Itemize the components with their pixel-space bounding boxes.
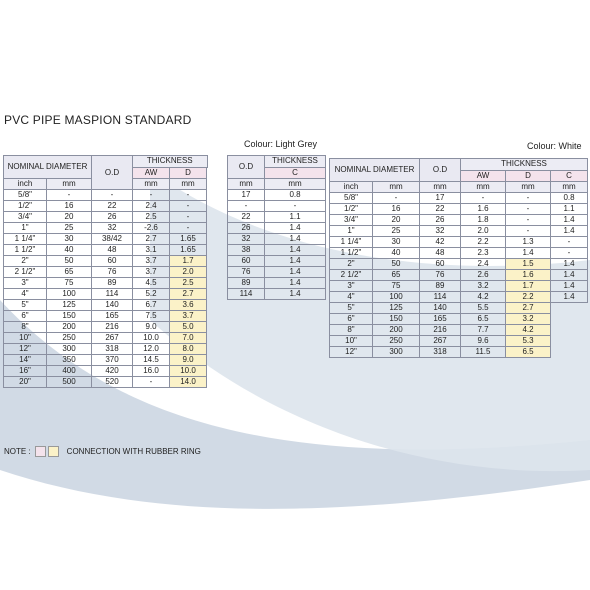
table-cell: 216 [92,322,133,333]
table-cell: 65 [47,267,92,278]
table-cell: 5.5 [461,303,506,314]
table-cell: 30 [373,237,420,248]
table-cell: 1.7 [170,256,207,267]
table-cell: - [170,212,207,223]
table-cell: 1.4 [265,289,326,300]
table-row [228,267,326,278]
table-cell: 1.4 [551,281,588,292]
table-row [4,322,208,333]
table-cell: 3.2 [461,281,506,292]
table-cell: - [461,193,506,204]
table-cell: 250 [373,336,420,347]
table-cell: 125 [373,303,420,314]
mm-header: mm [420,182,461,193]
table-row [228,289,326,300]
table-cell: 300 [373,347,420,358]
table-row [330,270,588,281]
table-row [330,204,588,215]
table-cell: 26 [420,215,461,226]
table-cell: - [133,377,170,388]
table-cell: 2.2 [461,237,506,248]
table-cell: - [506,215,551,226]
table-cell: 60 [92,256,133,267]
table-cell: 9.0 [170,355,207,366]
table-cell: 2.7 [170,289,207,300]
table-cell: 1.3 [506,237,551,248]
table-cell: 32 [92,223,133,234]
table-cell: 500 [47,377,92,388]
table-cell: 6.7 [133,300,170,311]
od-header: O.D [92,156,133,190]
nominal-diameter-header: NOMINAL DIAMETER [4,156,92,179]
table-cell: 7.7 [461,325,506,336]
table-row [4,256,208,267]
table-cell [551,303,588,314]
table-cell: 150 [373,314,420,325]
table-cell: 6.5 [506,347,551,358]
table-cell: 1/2" [4,201,47,212]
table-row [330,314,588,325]
table-cell: 26 [92,212,133,223]
mm-header: mm [506,182,551,193]
inch-header: inch [330,182,373,193]
mm-header: mm [170,179,207,190]
table-cell: 8.0 [170,344,207,355]
table-cell: 1.7 [506,281,551,292]
table-row [228,278,326,289]
white-pipe-table [329,158,588,358]
table-cell: 1 1/4" [330,237,373,248]
table-cell: 350 [47,355,92,366]
table-cell: 14" [4,355,47,366]
d-header: D [170,167,207,179]
table-cell: 3.7 [133,256,170,267]
table-cell: 140 [92,300,133,311]
table-cell: 20" [4,377,47,388]
inch-header: inch [4,179,47,190]
table-cell: 3.2 [506,314,551,325]
table-cell: 2.7 [133,234,170,245]
table-cell: 216 [420,325,461,336]
table-cell: 20 [47,212,92,223]
table-cell: 1 1/2" [330,248,373,259]
table-cell: 267 [92,333,133,344]
table-cell: 2.4 [461,259,506,270]
mm-header: mm [47,179,92,190]
table-row [4,333,208,344]
table-cell: 7.5 [133,311,170,322]
table-cell: 5" [330,303,373,314]
table-cell: 14.5 [133,355,170,366]
table-cell: - [551,237,588,248]
table-cell: - [228,201,265,212]
table-row [4,245,208,256]
table-row [4,212,208,223]
mm-header: mm [133,179,170,190]
table-cell [551,314,588,325]
table-cell: 165 [92,311,133,322]
table-row [4,300,208,311]
table-cell: 9.6 [461,336,506,347]
table-row [228,212,326,223]
table-cell: 5/8" [4,190,47,201]
table-cell: 22 [420,204,461,215]
note [4,446,201,457]
table-cell: 38/42 [92,234,133,245]
table-cell: 2.6 [461,270,506,281]
yellow-swatch [48,446,59,457]
table-cell: 10.0 [170,366,207,377]
table-cell: 267 [420,336,461,347]
table-cell: 370 [92,355,133,366]
table-cell: 60 [420,259,461,270]
page-title: PVC PIPE MASPION STANDARD [4,113,192,127]
table-row [4,366,208,377]
colour-light-grey-label: Colour: Light Grey [244,139,318,149]
table-cell: - [373,193,420,204]
table-cell: 1.6 [506,270,551,281]
table-row [4,234,208,245]
table-cell: 48 [92,245,133,256]
table-cell: 3" [330,281,373,292]
table-cell: 4.2 [461,292,506,303]
table-cell: 114 [420,292,461,303]
thickness-header: THICKNESS [461,159,588,171]
mm-header: mm [265,179,326,190]
aw-header: AW [133,167,170,179]
table-row [228,201,326,212]
table-cell: 25 [47,223,92,234]
table-cell: 4" [4,289,47,300]
table-cell: 48 [420,248,461,259]
table-cell: 0.8 [551,193,588,204]
table-cell: 420 [92,366,133,377]
table-cell: 40 [373,248,420,259]
table-cell: - [133,190,170,201]
table-cell: - [92,190,133,201]
table-cell: 150 [47,311,92,322]
table-cell: - [170,201,207,212]
table-cell: 2" [330,259,373,270]
table-cell: 0.8 [265,190,326,201]
table-cell: 32 [420,226,461,237]
table-cell: 50 [47,256,92,267]
table-row [330,336,588,347]
table-cell: 89 [92,278,133,289]
table-cell: 2.4 [133,201,170,212]
nominal-diameter-header: NOMINAL DIAMETER [330,159,420,182]
table-cell: 5.0 [170,322,207,333]
table-row [228,190,326,201]
table-cell: 1.4 [551,259,588,270]
table-cell: 25 [373,226,420,237]
table-cell: 5.2 [133,289,170,300]
table-cell: 76 [92,267,133,278]
table-cell: 1.4 [265,278,326,289]
table-cell: 3.7 [133,267,170,278]
table-cell: 100 [373,292,420,303]
table-cell: 2 1/2" [330,270,373,281]
table-cell: 1.5 [506,259,551,270]
table-cell: 1.4 [265,245,326,256]
table-cell: 3" [4,278,47,289]
table-row [4,311,208,322]
d-header: D [506,170,551,182]
light-grey-c-table [227,155,326,300]
table-cell: 65 [373,270,420,281]
table-cell: 200 [373,325,420,336]
table-cell: 1/2" [330,204,373,215]
table-cell: 2.2 [506,292,551,303]
table-cell: 200 [47,322,92,333]
note-label: NOTE : [4,447,31,456]
table-cell: 11.5 [461,347,506,358]
mm-header: mm [461,182,506,193]
table-cell [551,347,588,358]
table-cell: 40 [47,245,92,256]
table-row [228,256,326,267]
table-cell: 16" [4,366,47,377]
table-row [4,289,208,300]
table-cell: -2.6 [133,223,170,234]
table-cell: 2.3 [461,248,506,259]
table-cell: 12" [4,344,47,355]
table-row [228,223,326,234]
table-row [4,190,208,201]
table-row [4,201,208,212]
table-cell: 1.4 [551,215,588,226]
table-row [4,377,208,388]
table-row [330,303,588,314]
table-cell: 14.0 [170,377,207,388]
table-cell: 300 [47,344,92,355]
mm-header: mm [373,182,420,193]
table-cell: - [265,201,326,212]
table-cell: 75 [373,281,420,292]
table-cell: 10" [330,336,373,347]
table-cell: 318 [420,347,461,358]
table-cell: 1.4 [551,292,588,303]
table-cell: - [170,190,207,201]
table-cell: 1.4 [265,223,326,234]
table-cell: 1.8 [461,215,506,226]
table-cell: 1.4 [551,226,588,237]
table-cell: 2.5 [170,278,207,289]
table-cell: 1.4 [265,267,326,278]
table-cell: 17 [228,190,265,201]
table-cell: 38 [228,245,265,256]
table-row [330,281,588,292]
table-cell: 12.0 [133,344,170,355]
table-cell: 165 [420,314,461,325]
table-cell: 250 [47,333,92,344]
table-cell: 17 [420,193,461,204]
table-cell: 520 [92,377,133,388]
table-cell: 400 [47,366,92,377]
table-row [330,292,588,303]
table-cell: 1.4 [265,256,326,267]
table-row [4,267,208,278]
table-cell: 20 [373,215,420,226]
mm-header: mm [228,179,265,190]
note-text: CONNECTION WITH RUBBER RING [66,447,201,456]
table-cell: 1 1/2" [4,245,47,256]
table-cell: 75 [47,278,92,289]
table-cell: 1.65 [170,245,207,256]
table-cell: - [506,204,551,215]
table-cell: 6.5 [461,314,506,325]
table-row [4,278,208,289]
table-cell: 1.4 [551,270,588,281]
colour-white-label: Colour: White [527,141,582,151]
table-cell: 42 [420,237,461,248]
table-cell: 10.0 [133,333,170,344]
mm-header: mm [551,182,588,193]
table-cell: 5.3 [506,336,551,347]
table-cell: 10" [4,333,47,344]
table-cell: 76 [420,270,461,281]
table-row [228,245,326,256]
c-header: C [265,167,326,179]
table-cell: 6" [4,311,47,322]
table-row [4,223,208,234]
table-cell: 2 1/2" [4,267,47,278]
table-cell: 100 [47,289,92,300]
table-cell: - [506,193,551,204]
table-cell: 1.1 [551,204,588,215]
table-cell: 8" [4,322,47,333]
table-cell: 16 [47,201,92,212]
table-row [330,325,588,336]
table-cell: 12" [330,347,373,358]
table-cell: 2.7 [506,303,551,314]
table-row [4,355,208,366]
od-header: O.D [228,156,265,179]
table-cell: 7.0 [170,333,207,344]
table-cell: 2" [4,256,47,267]
thickness-header: THICKNESS [265,156,326,168]
table-cell: 22 [92,201,133,212]
table-cell: 4.2 [506,325,551,336]
table-cell: 32 [228,234,265,245]
table-cell: - [47,190,92,201]
table-cell: 89 [420,281,461,292]
table-cell: 1.65 [170,234,207,245]
table-cell: 26 [228,223,265,234]
table-row [330,237,588,248]
pink-swatch [35,446,46,457]
table-cell: 318 [92,344,133,355]
aw-header: AW [461,170,506,182]
table-cell [551,336,588,347]
table-cell: 16 [373,204,420,215]
table-cell: 6" [330,314,373,325]
table-cell: 50 [373,259,420,270]
table-cell: 3.6 [170,300,207,311]
table-cell: 30 [47,234,92,245]
table-cell: 76 [228,267,265,278]
table-cell: 5/8" [330,193,373,204]
table-cell: 1.4 [506,248,551,259]
table-cell: 114 [228,289,265,300]
table-cell: 1 1/4" [4,234,47,245]
table-cell: 2.0 [170,267,207,278]
table-cell: 2.0 [461,226,506,237]
table-cell: 4.5 [133,278,170,289]
table-cell: - [506,226,551,237]
table-cell: 5" [4,300,47,311]
light-grey-pipe-table [3,155,208,388]
table-cell: 1.1 [265,212,326,223]
table-row [330,259,588,270]
table-cell: - [551,248,588,259]
table-cell: 4" [330,292,373,303]
table-row [228,234,326,245]
table-cell: 1.4 [265,234,326,245]
table-cell: 60 [228,256,265,267]
table-row [330,347,588,358]
table-cell: 2.5 [133,212,170,223]
table-cell: 3.7 [170,311,207,322]
table-row [4,344,208,355]
c-header: C [551,170,588,182]
table-cell [551,325,588,336]
table-cell: 1" [4,223,47,234]
table-cell: 1.6 [461,204,506,215]
table-row [330,193,588,204]
table-cell: - [170,223,207,234]
table-cell: 1" [330,226,373,237]
table-row [330,215,588,226]
table-cell: 3/4" [4,212,47,223]
table-cell: 22 [228,212,265,223]
table-cell: 3.1 [133,245,170,256]
table-cell: 8" [330,325,373,336]
table-cell: 114 [92,289,133,300]
table-cell: 9.0 [133,322,170,333]
table-cell: 16.0 [133,366,170,377]
table-cell: 3/4" [330,215,373,226]
thickness-header: THICKNESS [133,156,208,168]
table-row [330,248,588,259]
table-cell: 140 [420,303,461,314]
table-cell: 125 [47,300,92,311]
od-header: O.D [420,159,461,182]
table-cell: 89 [228,278,265,289]
table-row [330,226,588,237]
